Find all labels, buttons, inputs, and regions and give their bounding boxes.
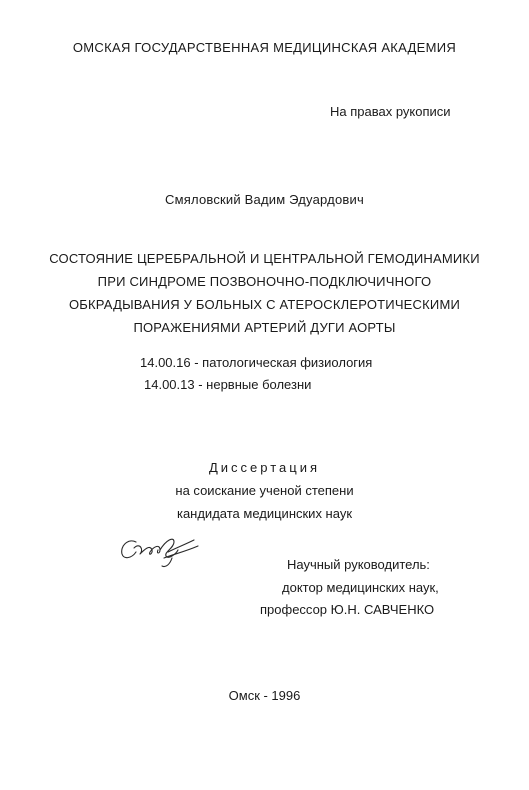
degree-line-1: на соискание ученой степени xyxy=(175,483,354,498)
specialty-code-2: 14.00.13 - нервные болезни xyxy=(144,377,312,392)
dissertation-heading: Диссертация xyxy=(208,460,321,475)
specialty-code-1: 14.00.16 - патологическая физиология xyxy=(140,355,373,370)
author-name: Смяловский Вадим Эдуардович xyxy=(165,192,364,207)
supervisor-label: Научный руководитель: xyxy=(287,557,430,572)
dissertation-title-line-4: ПОРАЖЕНИЯМИ АРТЕРИЙ ДУГИ АОРТЫ xyxy=(133,320,396,335)
city-year: Омск - 1996 xyxy=(228,688,301,703)
degree-line-2: кандидата медицинских наук xyxy=(176,506,353,521)
supervisor-degree: доктор медицинских наук, xyxy=(282,580,439,595)
dissertation-title-line-1: СОСТОЯНИЕ ЦЕРЕБРАЛЬНОЙ И ЦЕНТРАЛЬНОЙ ГЕМОДИНАМИКИ xyxy=(49,251,480,266)
dissertation-title-line-3: ОБКРАДЫВАНИЯ У БОЛЬНЫХ С АТЕРОСКЛЕРОТИЧЕСКИМИ xyxy=(68,297,461,312)
institution-name: ОМСКАЯ ГОСУДАРСТВЕННАЯ МЕДИЦИНСКАЯ АКАДЕМИЯ xyxy=(72,40,457,55)
dissertation-title-line-2: ПРИ СИНДРОМЕ ПОЗВОНОЧНО-ПОДКЛЮЧИЧНОГО xyxy=(97,274,432,289)
signature-icon xyxy=(114,528,206,570)
supervisor-name: профессор Ю.Н. САВЧЕНКО xyxy=(260,602,435,617)
manuscript-rights-note: На правах рукописи xyxy=(330,104,451,119)
